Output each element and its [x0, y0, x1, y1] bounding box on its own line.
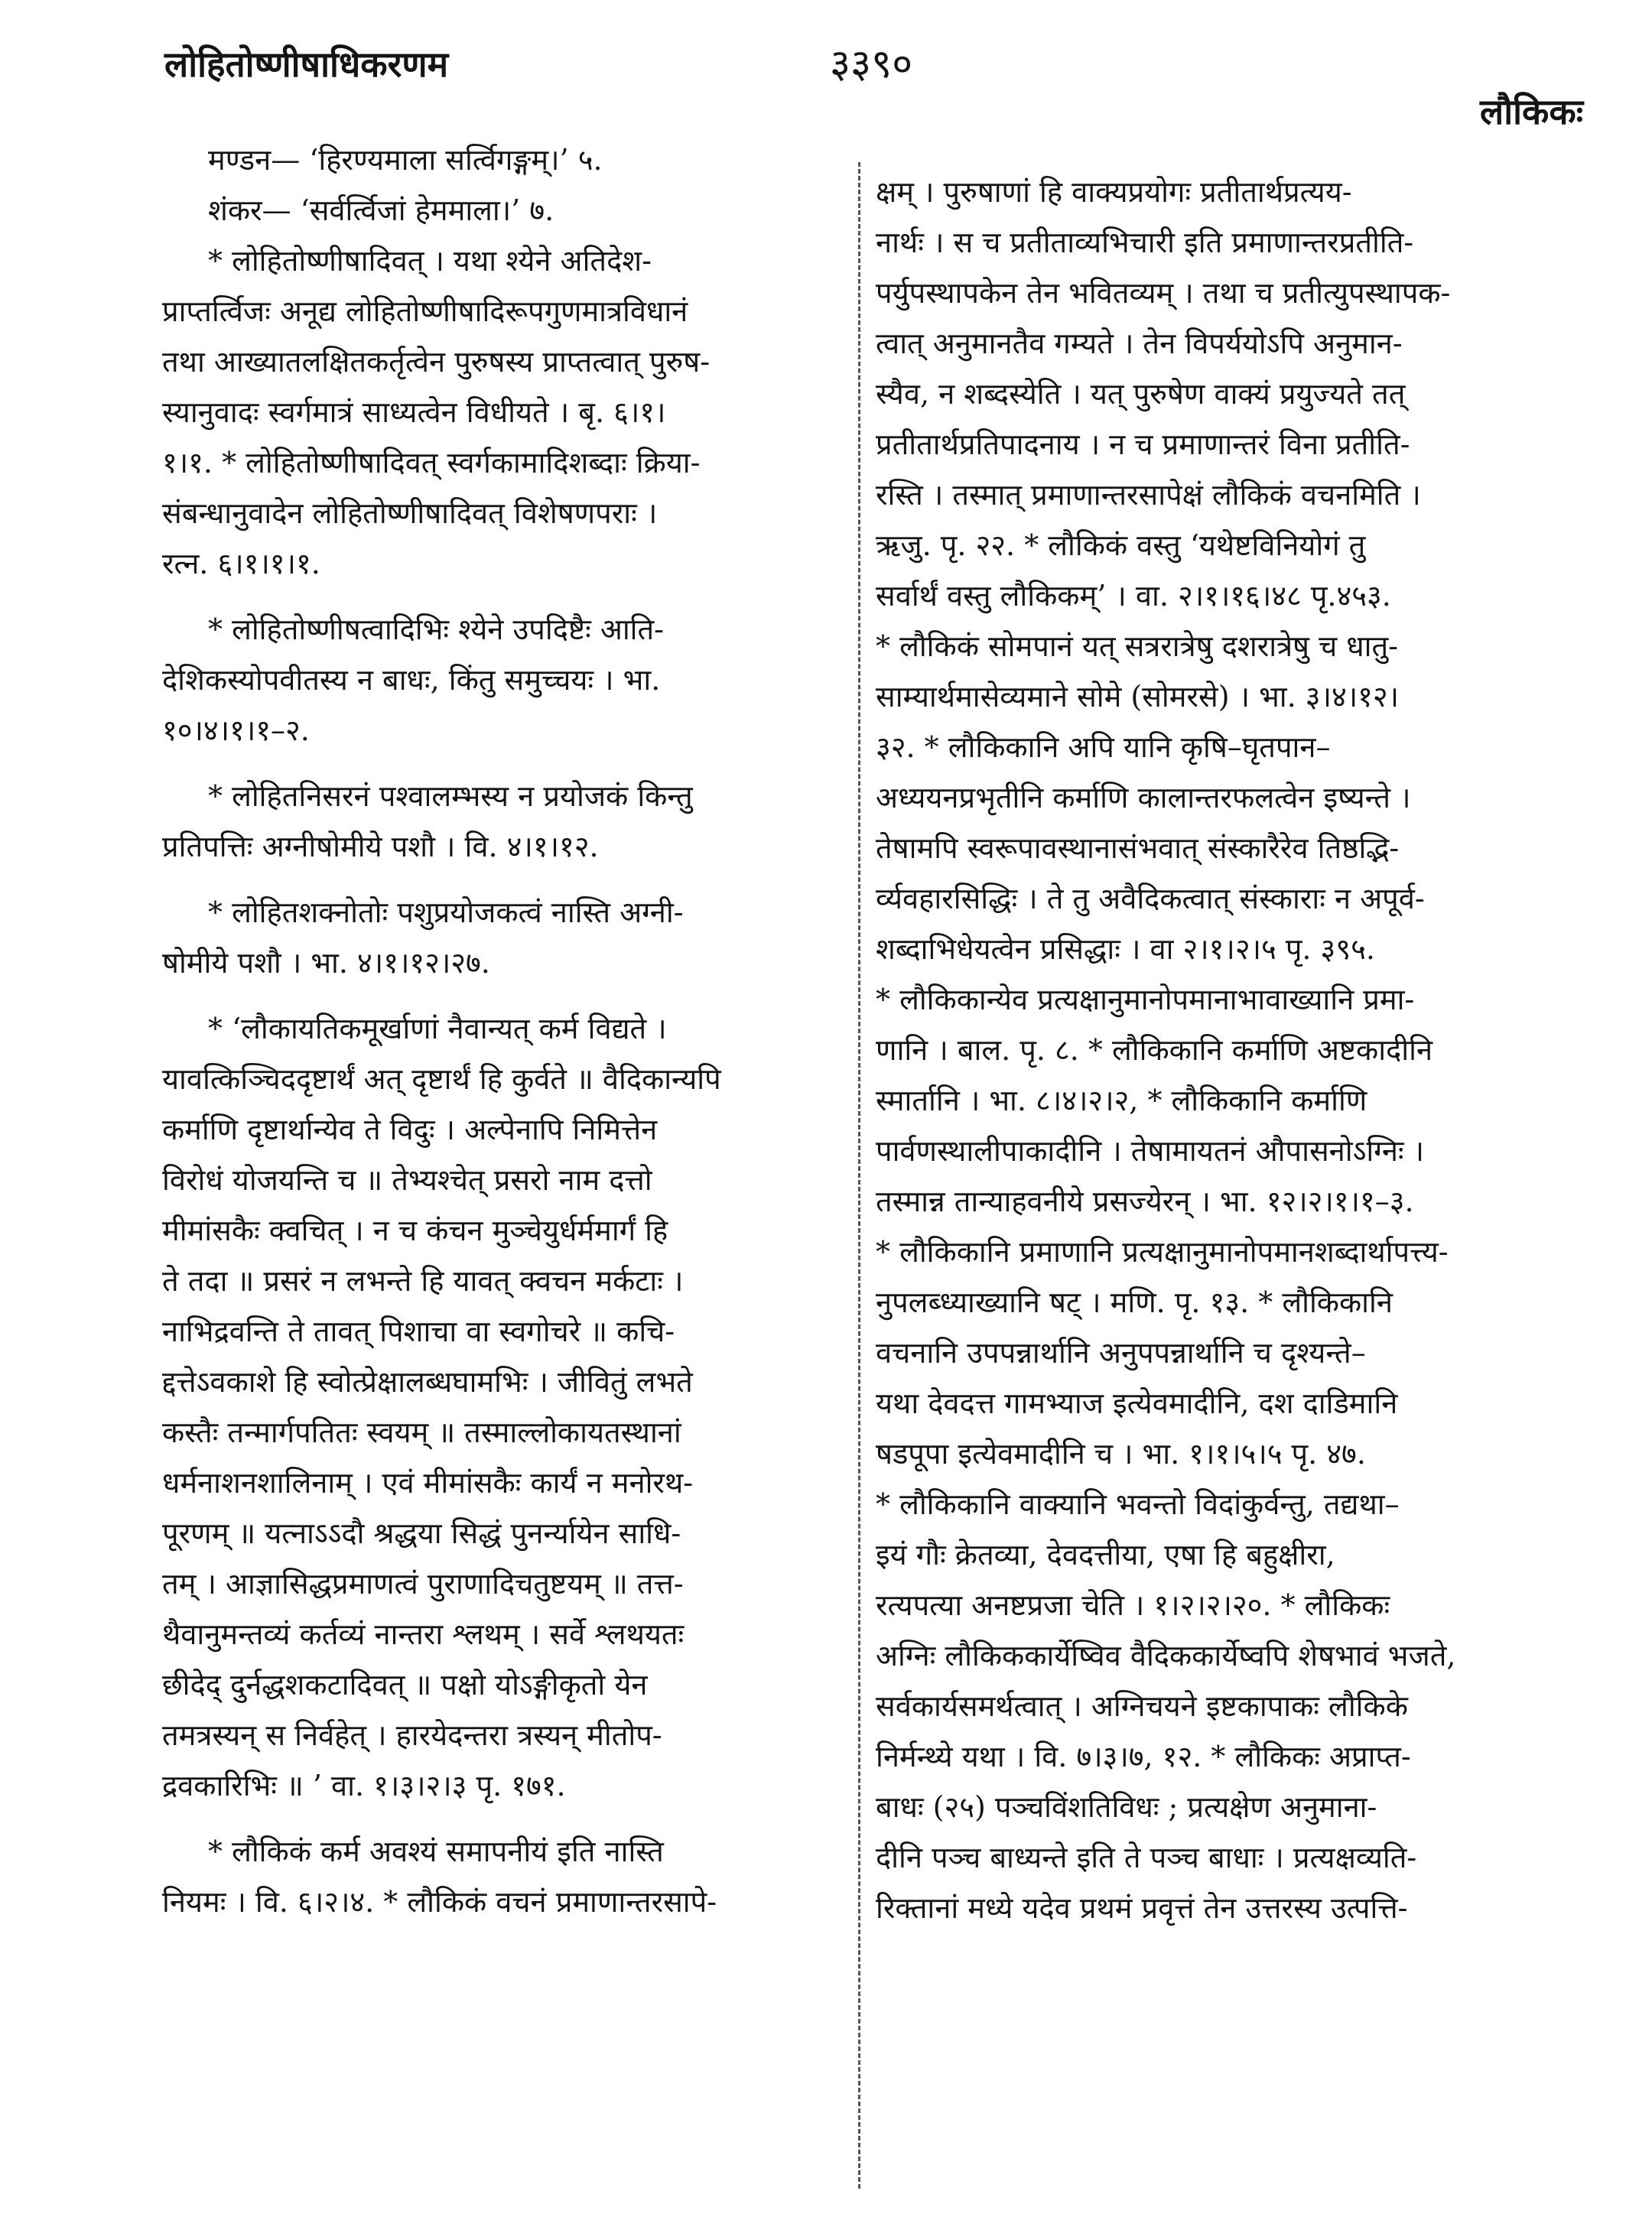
text-line: मीमांसकैः क्वचित् । न च कंचन मुञ्चेयुर्धर्ममार्गं हि	[162, 1214, 668, 1247]
text-line: वचनानि उपपन्नार्थानि अनुपपन्नार्थानि च दृश्यन्ते–	[876, 1336, 1366, 1370]
running-head-right: लौकिकः	[1480, 91, 1583, 132]
text-line: पर्युपस्थापकेन तेन भवितव्यम् । तथा च प्रतीत्युपस्थापक-	[876, 276, 1451, 310]
text-line: षोमीये पशौ । भा. ४।१।१२।२७.	[162, 946, 490, 980]
text-line: तस्मान्न तान्याहवनीये प्रसज्येरन् । भा. १२।२।१।१–३.	[876, 1185, 1414, 1218]
left-column	[162, 135, 835, 1927]
right-column	[876, 167, 1533, 1933]
text-line: * लोहितोष्णीषादिवत् । यथा श्येने अतिदेश-	[208, 244, 652, 278]
text-line: अग्निः लौकिककार्येष्विव वैदिककार्येष्वपि शेषभावं भजते,	[876, 1639, 1456, 1672]
text-line: स्यानुवादः स्वर्गमात्रं साध्यत्वेन विधीयते । बृ. ६।१।	[162, 395, 666, 429]
text-line: * लोहितशक्नोतोः पशुप्रयोजकत्वं नास्ति अग्नी-	[208, 895, 684, 929]
text-line: बाधः (२५) पञ्चविंशतिविधः ; प्रत्यक्षेण अनुमाना-	[876, 1790, 1377, 1824]
text-line: संबन्धानुवादेन लोहितोष्णीषादिवत् विशेषणपराः ।	[162, 496, 658, 530]
text-line: कस्तैः तन्मार्गपतितः स्वयम् ॥ तस्माल्लोकायतस्थानां	[162, 1416, 681, 1449]
text-line: र्व्यवहारसिद्धिः । ते तु अवैदिकत्वात् संस्काराः न अपूर्व-	[876, 882, 1425, 915]
text-line: क्षम् । पुरुषाणां हि वाक्यप्रयोगः प्रतीतार्थप्रत्यय-	[876, 175, 1352, 209]
text-line: अध्ययनप्रभृतीनि कर्माणि कालान्तरफलत्वेन इष्यन्ते ।	[876, 781, 1411, 814]
text-line: सर्वार्थं वस्तु लौकिकम्’ । वा. २।१।१६।४८ पृ.४५३.	[876, 579, 1391, 613]
text-line: णानि । बाल. पृ. ८. * लौकिकानि कर्माणि अष्टकादीनि	[876, 1033, 1433, 1067]
text-line: पार्वणस्थालीपाकादीनि । तेषामायतनं औपासनोऽग्निः ।	[876, 1134, 1425, 1168]
text-line: शब्दाभिधेयत्वेन प्रसिद्धाः । वा २।१।२।५ पृ. ३९५.	[876, 932, 1375, 966]
text-line: साम्यार्थमासेव्यमाने सोमे (सोमरसे) । भा. ३।४।१२।	[876, 680, 1400, 713]
page-header	[164, 40, 1583, 132]
text-line: नाभिद्रवन्ति ते तावत् पिशाचा वा स्वगोचरे ॥ कचि-	[162, 1315, 675, 1348]
text-line: पूरणम् ॥ यत्नाऽऽदौ श्रद्धया सिद्धं पुनर्न्यायेन साधि-	[162, 1516, 681, 1550]
text-line: * ‘लौकायतिकमूर्खाणां नैवान्यत् कर्म विद्यते ।	[208, 1012, 667, 1045]
text-line: * लौकिकं सोमपानं यत् सत्ररात्रेषु दशरात्रेषु च धातु-	[876, 629, 1399, 663]
running-head-left: लोहितोष्णीषाधिकरणम	[164, 44, 449, 85]
column-divider	[858, 162, 860, 2189]
text-line: त्वात् अनुमानतैव गम्यते । तेन विपर्ययोऽपि अनुमान-	[876, 327, 1403, 360]
page-number: ३३९०	[830, 41, 913, 87]
text-line: ३२. * लौकिकानि अपि यानि कृषि–घृतपान–	[876, 730, 1331, 764]
text-line: यावत्किञ्चिददृष्टार्थं अत् दृष्टार्थं हि कुर्वते ॥ वैदिकान्यपि	[162, 1062, 721, 1096]
text-line: प्राप्तर्त्विजः अनूद्य लोहितोष्णीषादिरूपगुणमात्रविधानं	[162, 294, 688, 328]
text-line: रस्ति । तस्मात् प्रमाणान्तरसापेक्षं लौकिकं वचनमिति ।	[876, 478, 1421, 512]
text-line: तम् । आज्ञासिद्धप्रमाणत्वं पुराणादिचतुष्टयम् ॥ तत्त-	[162, 1567, 684, 1601]
text-line: * लोहितोष्णीषत्वादिभिः श्येने उपदिष्टैः आति-	[208, 613, 665, 646]
text-line: स्यैव, न शब्दस्येति । यत् पुरुषेण वाक्यं प्रयुज्यते तत्	[876, 377, 1406, 411]
text-line: * लोहितनिसरनं पश्वालम्भस्य न प्रयोजकं किन्तु	[208, 779, 693, 813]
text-line: * लौकिकं कर्म अवश्यं समापनीयं इति नास्ति	[208, 1835, 664, 1868]
text-line: नियमः । वि. ६।२।४. * लौकिकं वचनं प्रमाणान्तरसापे-	[162, 1885, 717, 1919]
text-line: छीदेद् दुर्नद्धशकटादिवत् ॥ पक्षो योऽङ्गीकृतो येन	[162, 1668, 648, 1702]
text-line: ते तदा ॥ प्रसरं न लभन्ते हि यावत् क्वचन मर्कटाः ।	[162, 1264, 684, 1298]
text-line: यथा देवदत्त गामभ्याज इत्येवमादीनि, दश दाडिमानि	[876, 1386, 1398, 1420]
text-line: सर्वकार्यसमर्थत्वात् । अग्निचयने इष्टकापाकः लौकिके	[876, 1689, 1408, 1723]
text-line: इयं गौः क्रेतव्या, देवदत्तीया, एषा हि बहुक्षीरा,	[876, 1538, 1335, 1572]
text-line: मण्डन— ‘हिरण्यमाला सर्त्विगङ्गम्।’ ५.	[208, 143, 603, 177]
text-line: निर्मन्थ्ये यथा । वि. ७।३।७, १२. * लौकिकः अप्राप्त-	[876, 1740, 1411, 1773]
text-line: षडपूपा इत्येवमादीनि च । भा. १।१।५।५ पृ. ४७.	[876, 1437, 1366, 1471]
text-line: विरोधं योजयन्ति च ॥ तेभ्यश्चेत् प्रसरो नाम दत्तो	[162, 1163, 652, 1197]
text-line: * लौकिकानि वाक्यानि भवन्तो विदांकुर्वन्तु, तद्यथा–	[876, 1487, 1400, 1521]
text-line: * लौकिकानि प्रमाणानि प्रत्यक्षानुमानोपमानशब्दार्थापत्त्य-	[876, 1235, 1449, 1269]
text-line: कर्माणि दृष्टार्थान्येव ते विदुः । अल्पेनापि निमित्तेन	[162, 1113, 658, 1146]
text-line: प्रतिपत्तिः अग्नीषोमीये पशौ । वि. ४।१।१२.	[162, 830, 599, 863]
text-line: रत्यपत्या अनष्टप्रजा चेति । १।२।२।२०. * लौकिकः	[876, 1588, 1390, 1622]
text-line: दीनि पञ्च बाध्यन्ते इति ते पञ्च बाधाः । प्रत्यक्षव्यति-	[876, 1841, 1417, 1874]
text-line: धर्मनाशनशालिनाम् । एवं मीमांसकैः कार्यं न मनोरथ-	[162, 1466, 694, 1500]
text-line: १।१. * लोहितोष्णीषादिवत् स्वर्गकामादिशब्दाः क्रिया-	[162, 446, 701, 479]
text-line: तथा आख्यातलक्षितकर्तृत्वेन पुरुषस्य प्राप्तत्वात् पुरुष-	[162, 345, 711, 379]
text-line: तेषामपि स्वरूपावस्थानासंभवात् संस्कारैरेव तिष्ठद्भि-	[876, 831, 1400, 865]
text-line: रिक्तानां मध्ये यदेव प्रथमं प्रवृत्तं तेन उत्तरस्य उत्पत्ति-	[876, 1891, 1408, 1925]
text-line: देशिकस्योपवीतस्य न बाधः, किंतु समुच्चयः । भा.	[162, 663, 661, 697]
text-line: नार्थः । स च प्रतीताव्यभिचारी इति प्रमाणान्तरप्रतीति-	[876, 226, 1414, 259]
text-line: ऋजु. पृ. २२. * लौकिकं वस्तु ‘यथेष्टविनियोगं तु	[876, 528, 1366, 562]
text-line: रत्न. ६।१।१।१.	[162, 547, 320, 580]
text-line: नुपलब्ध्याख्यानि षट् । मणि. पृ. १३. * लौकिकानि	[876, 1286, 1393, 1319]
text-line: तमत्रस्यन् स निर्वहेत् । हारयेदन्तरा त्रस्यन् मीतोप-	[162, 1718, 662, 1752]
text-line: स्मार्तानि । भा. ८।४।२।२, * लौकिकानि कर्माणि	[876, 1084, 1367, 1117]
text-line: १०।४।१।१–२.	[162, 713, 310, 747]
text-line: द्दत्तेऽवकाशे हि स्वोत्प्रेक्षालब्धघामभिः । जीवितुं लभते	[162, 1365, 693, 1399]
text-line: थैवानुमन्तव्यं कर्तव्यं नान्तरा श्लथम् । सर्वे श्लथयतः	[162, 1617, 685, 1651]
text-line: प्रतीतार्थप्रतिपादनाय । न च प्रमाणान्तरं विना प्रतीति-	[876, 427, 1410, 461]
text-line: द्रवकारिभिः ॥ ’ वा. १।३।२।३ पृ. १७१.	[162, 1769, 566, 1802]
text-line: शंकर— ‘सर्वर्त्विजां हेममाला।’ ७.	[208, 193, 554, 227]
text-line: * लौकिकान्येव प्रत्यक्षानुमानोपमानाभावाख्यानि प्रमा-	[876, 983, 1415, 1016]
